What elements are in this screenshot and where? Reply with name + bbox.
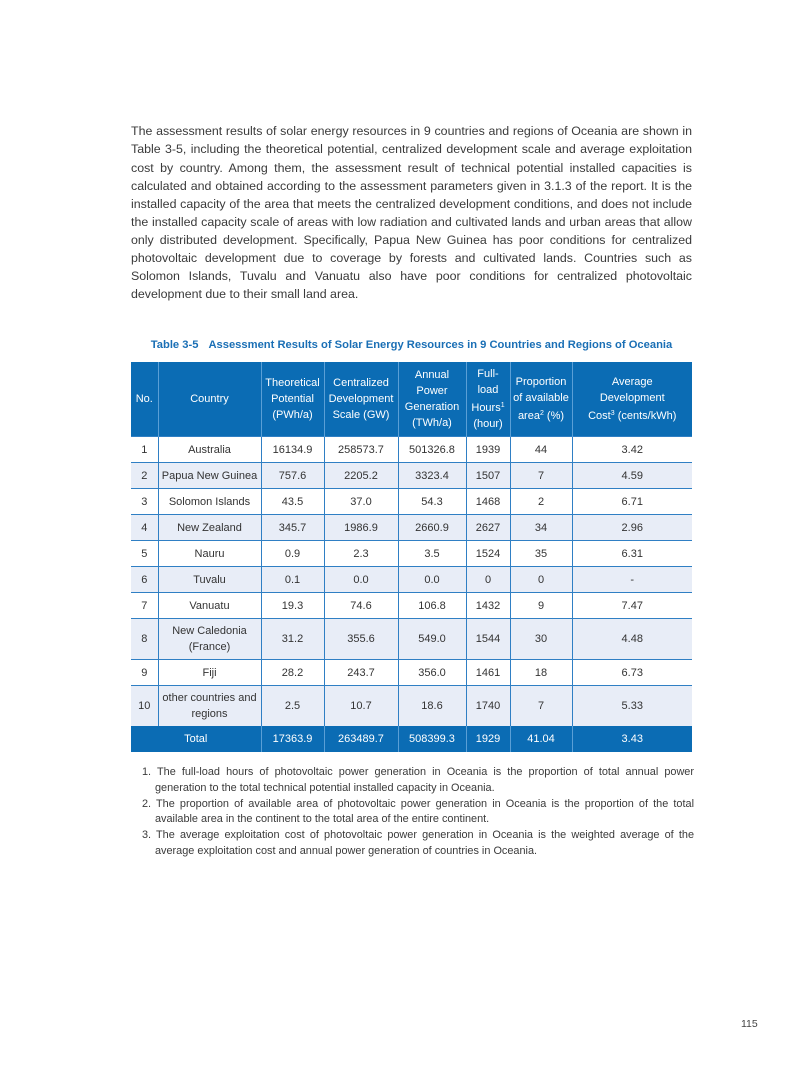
cell-annual: 106.8 <box>398 593 466 619</box>
col-header-fullload: Full-load Hours$^1$ (hour) <box>466 362 510 437</box>
cell-country: Nauru <box>158 541 261 567</box>
cell-theoretical: 43.5 <box>261 489 324 515</box>
table-row <box>131 593 692 619</box>
cell-hours: 1524 <box>466 541 510 567</box>
cell-no: 2 <box>131 463 158 489</box>
cell-cost: 6.71 <box>572 489 692 515</box>
cell-cost: 5.33 <box>572 686 692 727</box>
cell-annual: 18.6 <box>398 686 466 727</box>
cell-cost: 7.47 <box>572 593 692 619</box>
cell-theoretical: 28.2 <box>261 660 324 686</box>
table-row <box>131 567 692 593</box>
total-proportion: 41.04 <box>510 726 572 752</box>
table-caption <box>131 339 692 351</box>
cell-annual: 549.0 <box>398 619 466 660</box>
col-header-theoretical: Theoretical Potential (PWh/a) <box>261 362 324 437</box>
cell-theoretical: 16134.9 <box>261 437 324 463</box>
cell-no: 5 <box>131 541 158 567</box>
total-label: Total <box>131 726 261 752</box>
cell-proportion: 7 <box>510 686 572 727</box>
cell-annual: 356.0 <box>398 660 466 686</box>
cell-no: 4 <box>131 515 158 541</box>
cell-proportion: 9 <box>510 593 572 619</box>
table-row <box>131 541 692 567</box>
cell-hours: 1461 <box>466 660 510 686</box>
cell-annual: 0.0 <box>398 567 466 593</box>
col-header-no: No. <box>131 362 158 437</box>
cell-cost: 4.59 <box>572 463 692 489</box>
cell-country: Solomon Islands <box>158 489 261 515</box>
cell-theoretical: 31.2 <box>261 619 324 660</box>
cell-no: 7 <box>131 593 158 619</box>
total-centralized: 263489.7 <box>324 726 398 752</box>
cell-proportion: 44 <box>510 437 572 463</box>
table-row <box>131 437 692 463</box>
cell-centralized: 2.3 <box>324 541 398 567</box>
total-annual: 508399.3 <box>398 726 466 752</box>
cell-hours: 1740 <box>466 686 510 727</box>
table-notes <box>142 765 694 860</box>
cell-centralized: 10.7 <box>324 686 398 727</box>
cell-cost: 4.48 <box>572 619 692 660</box>
cell-no: 10 <box>131 686 158 727</box>
cell-hours: 1507 <box>466 463 510 489</box>
cell-centralized: 355.6 <box>324 619 398 660</box>
total-cost: 3.43 <box>572 726 692 752</box>
cell-hours: 1432 <box>466 593 510 619</box>
note-2: 2. The proportion of available area of photovoltaic power generation in Oceania is the proportion of the total available area in the continent to the total area of the entire continent. <box>142 797 694 826</box>
cell-annual: 2660.9 <box>398 515 466 541</box>
cell-centralized: 2205.2 <box>324 463 398 489</box>
cell-country: Papua New Guinea <box>158 463 261 489</box>
cell-no: 6 <box>131 567 158 593</box>
table-label: Table 3-5 <box>150 339 199 351</box>
table-row <box>131 660 692 686</box>
cell-hours: 2627 <box>466 515 510 541</box>
cell-country: New Caledonia (France) <box>158 619 261 660</box>
cell-hours: 1544 <box>466 619 510 660</box>
cell-cost: 6.31 <box>572 541 692 567</box>
cell-centralized: 74.6 <box>324 593 398 619</box>
table-total-row <box>131 726 692 752</box>
cell-proportion: 2 <box>510 489 572 515</box>
cell-hours: 1939 <box>466 437 510 463</box>
cell-cost: - <box>572 567 692 593</box>
table-row <box>131 515 692 541</box>
cell-hours: 0 <box>466 567 510 593</box>
note-1: 1. The full-load hours of photovoltaic power generation in Oceania is the proportion of total annual power generation to the total technical potential installed capacity in Oceania. <box>142 766 694 794</box>
col-header-cost: Average Development Cost$^3$ (cents/kWh) <box>572 362 692 437</box>
cell-cost: 3.42 <box>572 437 692 463</box>
cell-country: Australia <box>158 437 261 463</box>
cell-proportion: 0 <box>510 567 572 593</box>
cell-no: 8 <box>131 619 158 660</box>
cell-theoretical: 0.1 <box>261 567 324 593</box>
table-row <box>131 463 692 489</box>
table-row <box>131 686 692 727</box>
cell-cost: 6.73 <box>572 660 692 686</box>
results-table <box>131 362 692 752</box>
cell-centralized: 258573.7 <box>324 437 398 463</box>
note-3: 3. The average exploitation cost of photovoltaic power generation in Oceania is the weighted average of the average exploitation cost and annual power generation of countries in Oceania. <box>142 829 694 857</box>
total-hours: 1929 <box>466 726 510 752</box>
col-header-country: Country <box>158 362 261 437</box>
cell-annual: 501326.8 <box>398 437 466 463</box>
cell-theoretical: 0.9 <box>261 541 324 567</box>
cell-theoretical: 19.3 <box>261 593 324 619</box>
page-number: 115 <box>741 1018 758 1030</box>
cell-annual: 3323.4 <box>398 463 466 489</box>
body-paragraph: The assessment results of solar energy resources in 9 countries and regions of Oceania are shown in Table 3-5, including the theoretical potential, centralized development scale and average exploitation cost by country. Among them, the assessment result of technical potential installed capacities is calculated and obtained according to the assessment parameters given in 3.1.3 of the report. It is the installed capacity of the area that meets the centralized development conditions, and does not include the installed capacity scale of areas with low radiation and cultivated lands and urban areas that allow only distributed development. Specifically, Papua New Guinea has poor conditions for centralized photovoltaic development due to coverage by forests and cultivated lands. Countries such as Solomon Islands, Tuvalu and Vanuatu also have poor conditions for centralized photovoltaic development due to their small land area. <box>131 124 692 302</box>
col-header-proportion: Proportion of available area$^2$ (%) <box>510 362 572 437</box>
cell-centralized: 243.7 <box>324 660 398 686</box>
cell-centralized: 1986.9 <box>324 515 398 541</box>
cell-no: 3 <box>131 489 158 515</box>
cell-hours: 1468 <box>466 489 510 515</box>
cell-centralized: 37.0 <box>324 489 398 515</box>
table-row <box>131 619 692 660</box>
cell-annual: 3.5 <box>398 541 466 567</box>
cell-theoretical: 345.7 <box>261 515 324 541</box>
cell-country: Tuvalu <box>158 567 261 593</box>
cell-proportion: 7 <box>510 463 572 489</box>
cell-proportion: 35 <box>510 541 572 567</box>
cell-proportion: 30 <box>510 619 572 660</box>
cell-country: Fiji <box>158 660 261 686</box>
cell-country: other countries and regions <box>158 686 261 727</box>
cell-theoretical: 757.6 <box>261 463 324 489</box>
cell-no: 1 <box>131 437 158 463</box>
cell-proportion: 18 <box>510 660 572 686</box>
table-row <box>131 489 692 515</box>
cell-centralized: 0.0 <box>324 567 398 593</box>
col-header-annual: Annual Power Generation (TWh/a) <box>398 362 466 437</box>
table-title: Assessment Results of Solar Energy Resources in 9 Countries and Regions of Oceania <box>208 339 673 351</box>
cell-cost: 2.96 <box>572 515 692 541</box>
table-header-row <box>131 362 692 437</box>
cell-theoretical: 2.5 <box>261 686 324 727</box>
cell-annual: 54.3 <box>398 489 466 515</box>
cell-no: 9 <box>131 660 158 686</box>
cell-country: New Zealand <box>158 515 261 541</box>
col-header-centralized: Centralized Development Scale (GW) <box>324 362 398 437</box>
cell-country: Vanuatu <box>158 593 261 619</box>
total-theoretical: 17363.9 <box>261 726 324 752</box>
cell-proportion: 34 <box>510 515 572 541</box>
